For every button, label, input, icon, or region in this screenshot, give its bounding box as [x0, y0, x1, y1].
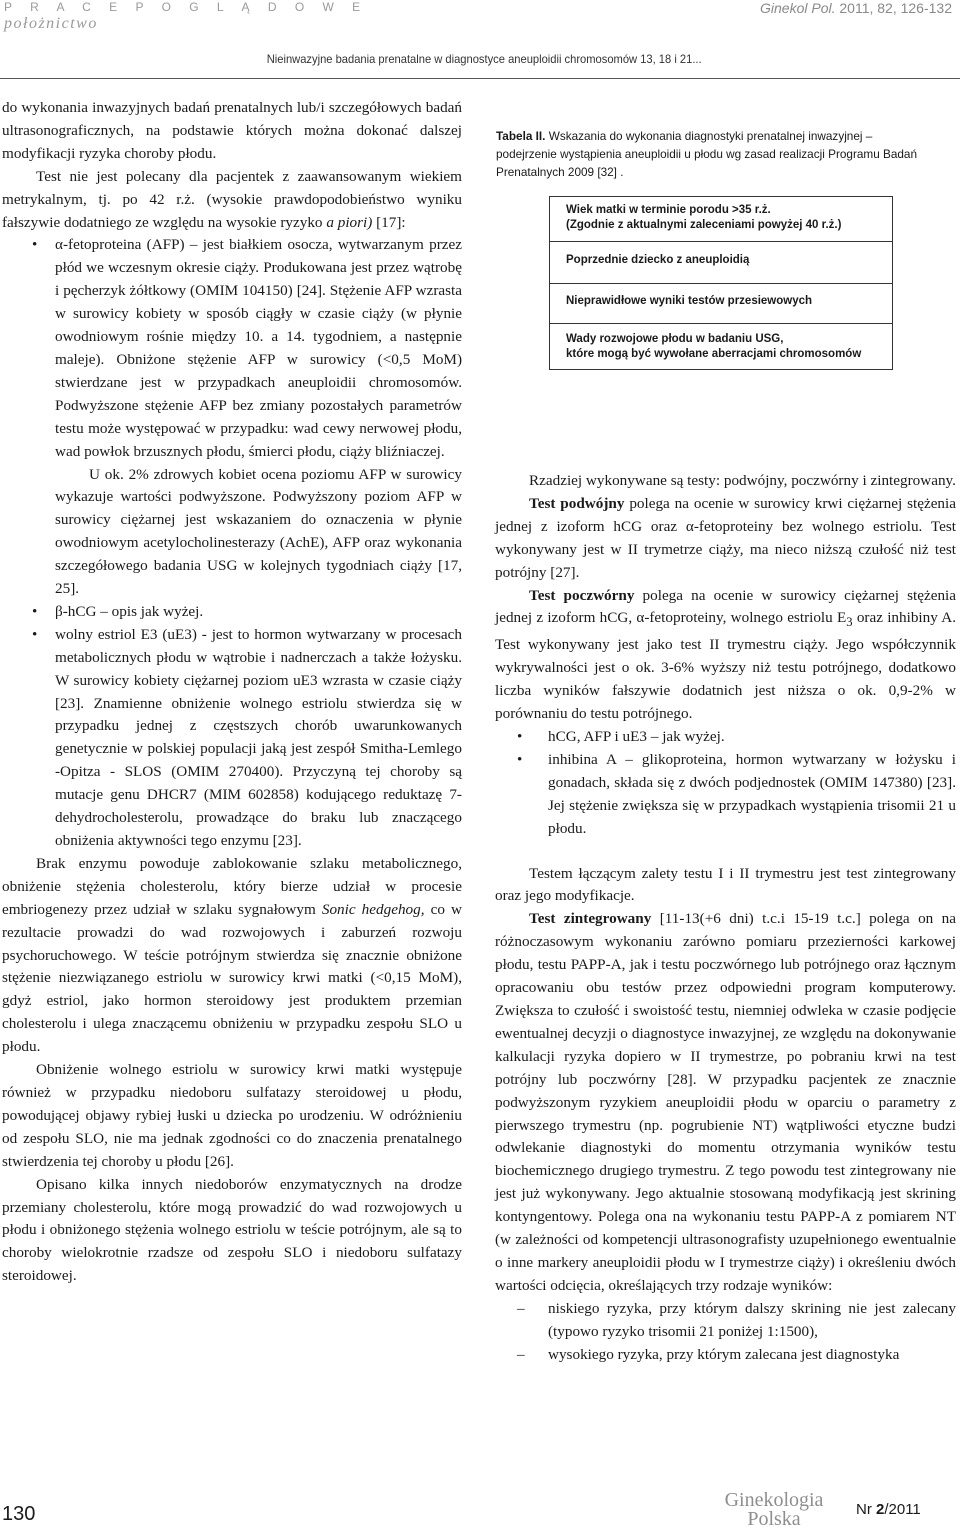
- bullet-icon: •: [517, 750, 523, 768]
- list-item: • β-hCG – opis jak wyżej.: [2, 601, 462, 624]
- table-row: Nieprawidłowe wyniki testów przesiewowych: [550, 283, 892, 323]
- table-caption: Tabela II. Wskazania do wykonania diagnostyki prenatalnej inwazyjnej – podejrzenie wystąpienia aneuploidii u płodu wg zasad realizacji Programu Badań Prenatalnych 2009 [32] .: [496, 129, 918, 179]
- table-label: Tabela II.: [496, 129, 546, 143]
- journal-name: Ginekol Pol.: [760, 0, 836, 16]
- list-item: – niskiego ryzyka, przy którym dalszy skrining nie jest zalecany (typowo ryzyko trisomii 21 poniżej 1:1500),: [517, 1299, 956, 1340]
- table-row: Wiek matki w terminie porodu >35 r.ż. (Zgodnie z aktualnymi zaleceniami powyżej 40 r.ż.): [566, 204, 842, 231]
- bullet-icon: •: [32, 625, 38, 643]
- journal-ref: 2011, 82, 126-132: [835, 0, 952, 16]
- paragraph: Test poczwórny polega na ocenie w surowicy ciężarnej stężenia jednej z izoform hCG, α-fetoproteiny, wolnego estriolu $E_3$ oraz inhibiny A. Test wykonywany jest jako test II trymestru ciąży. Jego współczynnik wykrywalności jest o ok. 3-6% wyższy niż testu potrójnego, dodatkowo liczba wyników fałszywie dodatnich jest niższa o ok. 0,9-2% w porównaniu do testu potrójnego.: [495, 586, 956, 723]
- section-name: położnictwo: [4, 15, 98, 32]
- paragraph: Test podwójny polega na ocenie w surowicy krwi ciężarnej stężenia jednej z izoform hCG oraz α-fetoproteiny bez wolnego estriolu. Test wykonywany jest w II trymetrze ciąży, ma nieco niższą czułość niż test potrójny [27].: [495, 494, 956, 581]
- section-kicker: P R A C E P O G L Ą D O W E: [4, 0, 368, 14]
- header-rule: [0, 78, 960, 79]
- list-item: • α-fetoproteina (AFP) – jest białkiem osocza, wytwarzanym przez płód we wczesnym okresie ciąży. Produkowana jest przez wątrobę i pęcherzyk żółtkowy (OMIM 104150) [24]. Stężenie AFP wzrasta w surowicy kobiety w sposób ciągły w czasie ciąży (w płynie owodniowym rośnie między 10. a 14. tygodniem, a następnie maleje). Obniżone stężenie AFP w surowicy (<0,5 MoM) stwierdzane jest w przypadkach aneuploidii chromosomów. Podwyższone stężenie AFP bez zmiany pozostałych parametrów testu może występować w przypadku: wad cewy nerwowej płodu, wad powłok brzusznych płodu, śmierci płodu, ciąży bliźniaczej. U ok. 2% zdrowych kobiet ocena poziomu AFP w surowicy wykazuje wartości podwyższone. Podwyższony poziom AFP w surowicy ciężarnej jest wskazaniem do oznaczenia w płynie owodniowym acetylocholinesterazy (AchE), AFP oraz wykonania szczegółowego badania USG w kolejnych tygodniach ciąży [17, 25].: [32, 236, 462, 598]
- dash-list: [495, 1298, 956, 1367]
- table-row: Poprzednie dziecko z aneuploidią: [550, 241, 892, 283]
- paragraph: Obniżenie wolnego estriolu w surowicy krwi matki występuje również w przypadku niedoboru sulfatazy steroidowej u płodu, powodującej objawy rybiej łuski u dziecka po urodzeniu. W odróżnieniu od zespołu SLO, nie ma jednak zgodności co do znaczenia prenatalnego stwierdzenia tej choroby u płodu [26].: [2, 1061, 462, 1170]
- table-row: Wady rozwojowe płodu w badaniu USG, które mogą być wywołane aberracjami chromosomów: [550, 323, 892, 369]
- right-column: [495, 470, 956, 1366]
- list-item: • wolny estriol E3 (uE3) - jest to hormon wytwarzany w procesach metabolicznych płodu w wątrobie i nadnerczach a także łożysku. W surowicy kobiety ciężarnej poziom uE3 wzrasta w czasie ciąży [23]. Znamienne obniżenie wolnego estriolu stwierdza się w przypadku jednej z częstszych chorób uwarunkowanych genetycznie w polskiej populacji jaką jest zespół Smitha-Lemlego -Opitza - SLOS (OMIM 270400). Przyczyną tej choroby są mutacje genu DHCR7 (MIM 602858) kodującego reduktazę 7-dehydrocholesterolu, prowadzące do braku lub znaczącego obniżenia aktywności tego enzymu [23].: [32, 625, 462, 849]
- bullet-list: [495, 726, 956, 841]
- bullet-icon: •: [517, 728, 523, 745]
- paragraph: Brak enzymu powoduje zablokowanie szlaku metabolicznego, obniżenie stężenia cholesterolu, który bierze udział w procesie embriogenezy przez udział w szlaku sygnałowym Sonic hedgehog, co w rezultacie prowadzi do wad rozwojowych i zaburzeń rozwoju psychoruchowego. W teście potrójnym stwierdza się znacznie obniżone stężenie niezwiązanego estriolu w surowicy krwi matki (<0,15 MoM), gdyż estriol, jako hormon steroidowy jest produktem przemian cholesterolu i ulega znaczącemu obniżeniu w przypadku zespołu SLO u płodu.: [2, 854, 462, 1056]
- indications-table: [549, 196, 893, 370]
- paragraph: Opisano kilka innych niedoborów enzymatycznych na drodze przemiany cholesterolu, które mogą prowadzić do wad rozwojowych u płodu i obniżonego stężenia wolnego estriolu w teście potrójnym, ale są to choroby wielokrotnie rzadsze od zespołu SLO i niedoboru sulfatazy steroidowej.: [2, 1175, 462, 1285]
- paragraph: Test zintegrowany [11-13(+6 dni) t.c.i 15-19 t.c.] polega on na różnoczasowym wykonaniu zarówno pomiaru przezierności karkowej płodu, testu PAPP-A, jak i testu poczwórnego lub potrójnego oraz łącznym opracowaniu obu testów przez odpowiedni program komputerowy. Zwiększa to czułość i swoistość testu, niemniej odwleka w czasie podjęcie ewentualnej decyzji o diagnostyce inwazyjnej, ze względu na dokonywanie kalkulacji ryzyka dopiero w II trymestrze, po pobraniu krwi na test potrójny lub poczwórny [28]. W przypadku pacjentek ze znacznie podwyższonym ryzykiem aneuploidii płodu w oparciu o parametry z pierwszego trymestru (np. pogrubienie NT) wątpliwości etyczne budzi odwlekanie diagnostyki do momentu otrzymania wyników testu biochemicznego drugiego trymestru. Z tego powodu test zintegrowany nie jest już wykonywany. Jego aktualnie stosowaną modyfikacją jest skrining kontyngentowy. Polega ona na wykonaniu testu PAPP-A z pomiarem NT (w zależności od kompetencji ultrasonografisty uzupełnionego ewentualnie o inne markery aneuploidii płodu w I trymestrze ciąży) i określeniu dwóch wartości odcięcia, określających trzy rodzaje wyników:: [495, 910, 956, 1294]
- dash-icon: –: [517, 1345, 525, 1363]
- journal-logo: Ginekologia Polska: [724, 1489, 824, 1529]
- bullet-icon: •: [32, 602, 38, 620]
- paragraph: Testem łączącym zalety testu I i II trymestru jest test zintegrowany oraz jego modyfikacje.: [495, 864, 956, 905]
- bullet-icon: •: [32, 236, 38, 254]
- running-title: Nieinwazyjne badania prenatalne w diagnostyce aneuploidii chromosomów 13, 18 i 21...: [267, 52, 702, 66]
- dash-icon: –: [517, 1299, 525, 1317]
- left-column: [2, 97, 462, 1288]
- list-item: – wysokiego ryzyka, przy którym zalecana jest diagnostyka: [495, 1344, 956, 1367]
- issue-number: Nr 2/2011: [856, 1501, 921, 1518]
- journal-citation: [760, 0, 952, 16]
- paragraph: Rzadziej wykonywane są testy: podwójny, poczwórny i zintegrowany.: [529, 472, 956, 489]
- page-number: 130: [2, 1503, 36, 1525]
- bullet-list: [2, 234, 462, 852]
- paragraph: Test nie jest polecany dla pacjentek z zaawansowanym wiekiem metrykalnym, tj. po 42 r.ż. (wysokie prawdopodobieństwo wyniku fałszywie dodatniego ze względu na wysokie ryzyko a piori) [17]:: [2, 167, 462, 231]
- paragraph: do wykonania inwazyjnych badań prenatalnych lub/i szczegółowych badań ultrasonograficznych, na podstawie których można dokonać dalszej modyfikacji ryzyka choroby płodu.: [2, 99, 462, 162]
- list-item: • hCG, AFP i uE3 – jak wyżej.: [495, 726, 956, 749]
- list-item: • inhibina A – glikoproteina, hormon wytwarzany w łożysku i gonadach, składa się z dwóch podjednostek (OMIM 147380) [23]. Jej stężenie zwiększa się w przypadkach wystąpienia trisomii 21 u płodu.: [517, 750, 956, 837]
